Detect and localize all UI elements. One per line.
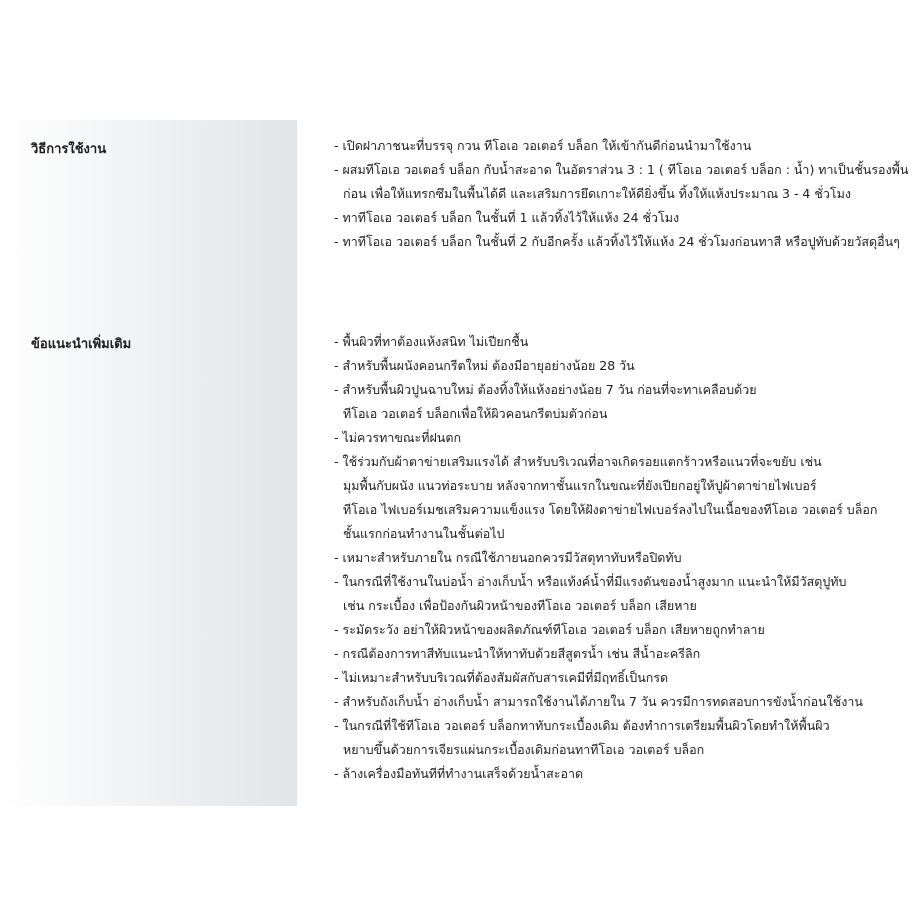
usage-line: - ผสมทีโอเอ วอเตอร์ บล็อก กับน้ำสะอาด ในอัตราส่วน 3 : 1 ( ทีโอเอ วอเตอร์ บล็อก : น้ำ) ทาเป็นชั้นรองพื้น [334, 162, 909, 177]
advice-line: - สำหรับถังเก็บน้ำ อ่างเก็บน้ำ สามารถใช้งานได้ภายใน 7 วัน ควรมีการทดสอบการขังน้ำก่อนใช้งาน [334, 694, 863, 709]
advice-section-title: ข้อแนะนำเพิ่มเติม [31, 337, 132, 352]
advice-line: - สำหรับพื้นผนังคอนกรีตใหม่ ต้องมีอายุอย่างน้อย 28 วัน [334, 358, 635, 373]
advice-line: - ในกรณีที่ใช้งานในบ่อน้ำ อ่างเก็บน้ำ หรือแท้งค์น้ำที่มีแรงดันของน้ำสูงมาก แนะนำให้มีวัสดุปูทับ [334, 574, 847, 589]
advice-line: ชั้นแรกก่อนทำงานในชั้นต่อไป [343, 526, 505, 541]
usage-section-title: วิธีการใช้งาน [31, 142, 107, 157]
advice-line: - ไม่ควรทาขณะที่ฝนตก [334, 430, 462, 445]
advice-line: ทีโอเอ วอเตอร์ บล็อกเพื่อให้ผิวคอนกรีตบ่มตัวก่อน [343, 406, 608, 421]
advice-line: - สำหรับพื้นผิวปูนฉาบใหม่ ต้องทิ้งให้แห้งอย่างน้อย 7 วัน ก่อนที่จะทาเคลือบด้วย [334, 382, 757, 397]
usage-line: - ทาทีโอเอ วอเตอร์ บล็อก ในชั้นที่ 1 แล้วทิ้งไว้ให้แห้ง 24 ชั่วโมง [334, 210, 680, 225]
product-instructions-panel [0, 120, 920, 806]
usage-section-body [334, 134, 914, 254]
advice-line: - ระมัดระวัง อย่าให้ผิวหน้าของผลิตภัณฑ์ทีโอเอ วอเตอร์ บล็อก เสียหายถูกทำลาย [334, 622, 765, 637]
advice-line: - กรณีต้องการทาสีทับแนะนำให้ทาทับด้วยสีสูตรน้ำ เช่น สีน้ำอะครีลิก [334, 646, 701, 661]
advice-line: เช่น กระเบื้อง เพื่อป้องกันผิวหน้าของทีโอเอ วอเตอร์ บล็อก เสียหาย [343, 598, 697, 613]
advice-line: มุมพื้นกับผนัง แนวท่อระบาย หลังจากทาชั้นแรกในขณะที่ยังเปียกอยู่ให้ปูผ้าตาข่ายไฟเบอร์ [343, 478, 817, 493]
usage-line: - ทาทีโอเอ วอเตอร์ บล็อก ในชั้นที่ 2 กับอีกครั้ง แล้วทิ้งไว้ให้แห้ง 24 ชั่วโมงก่อนทาสี หรือปูทับด้วยวัสดุอื่นๆ [334, 234, 900, 249]
advice-line: - ในกรณีที่ใช้ทีโอเอ วอเตอร์ บล็อกทาทับกระเบื้องเดิม ต้องทำการเตรียมพื้นผิวโดยทำให้พื้นผิว [334, 718, 830, 733]
advice-line: - ล้างเครื่องมือทันทีที่ทำงานเสร็จด้วยน้ำสะอาด [334, 766, 584, 781]
usage-line: - เปิดฝาภาชนะที่บรรจุ กวน ทีโอเอ วอเตอร์ บล็อก ให้เข้ากันดีก่อนนำมาใช้งาน [334, 138, 752, 153]
advice-line: ทีโอเอ ไฟเบอร์เมชเสริมความแข็งแรง โดยให้ฝังตาข่ายไฟเบอร์ลงไปในเนื้อของทีโอเอ วอเตอร์ บล็อก [343, 502, 878, 517]
label-column [0, 120, 297, 806]
advice-line: - พื้นผิวที่ทาต้องแห้งสนิท ไม่เปียกชื้น [334, 334, 529, 349]
advice-line: หยาบขึ้นด้วยการเจียรแผ่นกระเบื้องเดิมก่อนทาทีโอเอ วอเตอร์ บล็อก [343, 742, 705, 757]
advice-line: - ไม่เหมาะสำหรับบริเวณที่ต้องสัมผัสกับสารเคมีที่มีฤทธิ์เป็นกรด [334, 670, 669, 685]
advice-section-body [334, 330, 914, 786]
advice-line: - เหมาะสำหรับภายใน กรณีใช้ภายนอกควรมีวัสดุทาทับหรือปิดทับ [334, 550, 682, 565]
usage-line: ก่อน เพื่อให้แทรกซึมในพื้นได้ดี และเสริมการยึดเกาะให้ดียิ่งขึ้น ทิ้งให้แห้งประมาณ 3 - 4 ชั่วโมง [343, 186, 851, 201]
advice-line: - ใช้ร่วมกับผ้าตาข่ายเสริมแรงได้ สำหรับบริเวณที่อาจเกิดรอยแตกร้าวหรือแนวที่จะขยับ เช่น [334, 454, 822, 469]
